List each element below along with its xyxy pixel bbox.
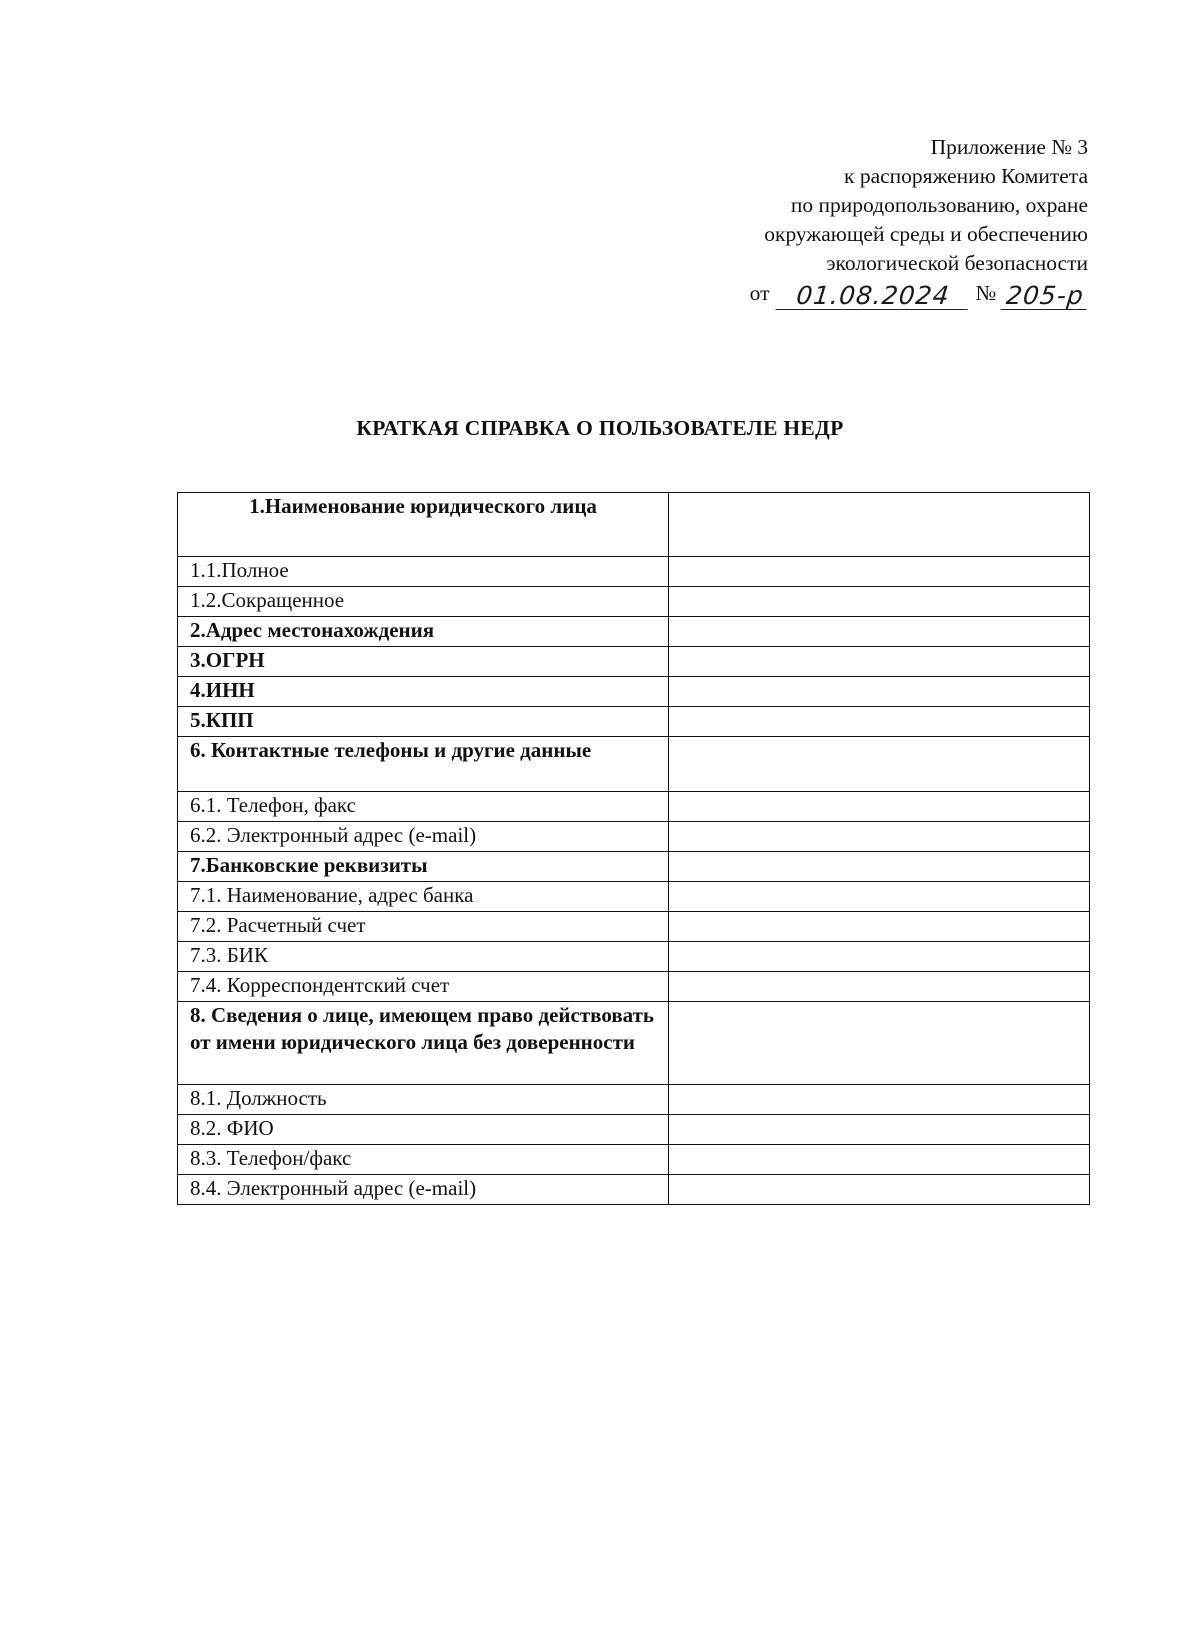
row-value-cell[interactable] [669, 852, 1090, 882]
row-label: 1.1.Полное [178, 557, 669, 587]
table-row [178, 493, 1090, 557]
committee-line-2: окружающей среды и обеспечению [764, 222, 1088, 246]
table-row [178, 822, 1090, 852]
order-date-handwritten: 01.08.2024 [776, 282, 971, 310]
document-title: КРАТКАЯ СПРАВКА О ПОЛЬЗОВАТЕЛЕ НЕДР [356, 416, 844, 440]
table-row [178, 1085, 1090, 1115]
row-label: 8. Сведения о лице, имеющем право действовать от имени юридического лица без доверенности [178, 1002, 669, 1085]
table-row [178, 647, 1090, 677]
row-label: 8.3. Телефон/факс [178, 1145, 669, 1175]
row-label: 7.4. Корреспондентский счет [178, 972, 669, 1002]
row-label: 6.2. Электронный адрес (e-mail) [178, 822, 669, 852]
order-date-line [568, 278, 1088, 310]
row-label: 5.КПП [178, 707, 669, 737]
row-value-cell[interactable] [669, 972, 1090, 1002]
row-value-cell[interactable] [669, 822, 1090, 852]
row-label: 7.3. БИК [178, 942, 669, 972]
row-label: 3.ОГРН [178, 647, 669, 677]
row-value-cell[interactable] [669, 493, 1090, 557]
row-label: 2.Адрес местонахождения [178, 617, 669, 647]
table-row [178, 1115, 1090, 1145]
row-label: 7.Банковские реквизиты [178, 852, 669, 882]
row-value-cell[interactable] [669, 707, 1090, 737]
table-row [178, 792, 1090, 822]
row-value-cell[interactable] [669, 1145, 1090, 1175]
table-row [178, 1175, 1090, 1205]
table-row [178, 587, 1090, 617]
row-label: 4.ИНН [178, 677, 669, 707]
table-row [178, 942, 1090, 972]
row-label: 8.2. ФИО [178, 1115, 669, 1145]
table-row [178, 852, 1090, 882]
table-row [178, 912, 1090, 942]
table-row [178, 707, 1090, 737]
number-label: № [975, 281, 996, 305]
row-value-cell[interactable] [669, 677, 1090, 707]
table-row [178, 972, 1090, 1002]
row-label: 6.1. Телефон, факс [178, 792, 669, 822]
row-value-cell[interactable] [669, 1085, 1090, 1115]
row-label: 8.4. Электронный адрес (e-mail) [178, 1175, 669, 1205]
row-value-cell[interactable] [669, 882, 1090, 912]
row-value-cell[interactable] [669, 557, 1090, 587]
table-row [178, 617, 1090, 647]
order-number-handwritten: 205-р [1001, 282, 1090, 310]
row-value-cell[interactable] [669, 587, 1090, 617]
row-value-cell[interactable] [669, 647, 1090, 677]
row-label: 7.2. Расчетный счет [178, 912, 669, 942]
table-row [178, 1145, 1090, 1175]
committee-line-3: экологической безопасности [826, 251, 1088, 275]
row-value-cell[interactable] [669, 942, 1090, 972]
table-row [178, 1002, 1090, 1085]
row-value-cell[interactable] [669, 1002, 1090, 1085]
order-reference-line: к распоряжению Комитета [844, 164, 1088, 188]
row-value-cell[interactable] [669, 1115, 1090, 1145]
subsoil-user-info-table [177, 492, 1090, 1205]
from-label: от [749, 281, 770, 305]
committee-line-1: по природопользованию, охране [790, 193, 1088, 217]
table-row [178, 737, 1090, 792]
row-value-cell[interactable] [669, 617, 1090, 647]
appendix-header [568, 133, 1088, 310]
row-label: 1.Наименование юридического лица [178, 493, 669, 557]
row-value-cell[interactable] [669, 792, 1090, 822]
appendix-number: Приложение № 3 [930, 135, 1088, 159]
row-value-cell[interactable] [669, 737, 1090, 792]
row-value-cell[interactable] [669, 1175, 1090, 1205]
row-label: 7.1. Наименование, адрес банка [178, 882, 669, 912]
table-row [178, 882, 1090, 912]
row-label: 8.1. Должность [178, 1085, 669, 1115]
row-label: 1.2.Сокращенное [178, 587, 669, 617]
table-row [178, 677, 1090, 707]
row-value-cell[interactable] [669, 912, 1090, 942]
table-row [178, 557, 1090, 587]
row-label: 6. Контактные телефоны и другие данные [178, 737, 669, 792]
